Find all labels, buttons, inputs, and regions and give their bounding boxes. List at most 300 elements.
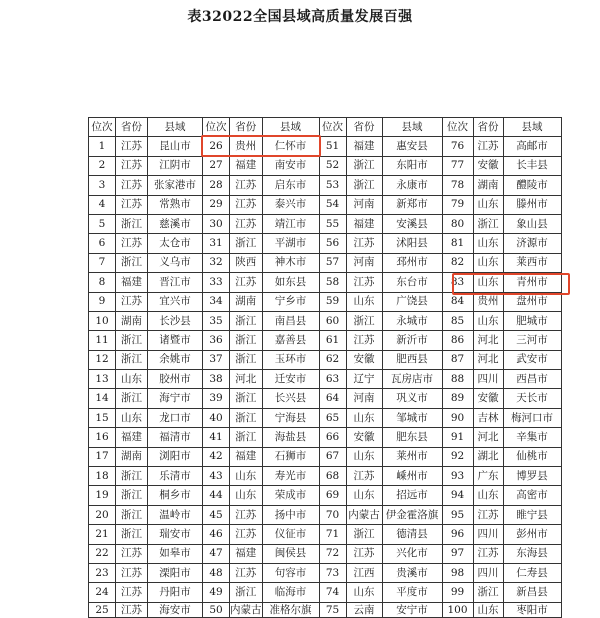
- cell-province: 福建: [346, 137, 382, 156]
- cell-province: 浙江: [116, 525, 148, 544]
- table-row: [89, 428, 562, 447]
- cell-rank: 56: [319, 234, 346, 253]
- cell-rank: 87: [442, 350, 473, 369]
- cell-county: 莱州市: [382, 447, 442, 466]
- cell-county: 安宁市: [382, 602, 442, 617]
- cell-county: 石狮市: [262, 447, 319, 466]
- cell-rank: 23: [89, 563, 116, 582]
- cell-province: 江苏: [346, 544, 382, 563]
- cell-rank: 18: [89, 467, 116, 486]
- cell-rank: 36: [203, 331, 230, 350]
- cell-county: 瓦房店市: [382, 370, 442, 389]
- cell-province: 山东: [116, 408, 148, 427]
- cell-province: 江苏: [346, 273, 382, 292]
- cell-rank: 24: [89, 583, 116, 602]
- cell-province: 山东: [346, 408, 382, 427]
- cell-rank: 27: [203, 156, 230, 175]
- cell-county: 句容市: [262, 563, 319, 582]
- cell-rank: 21: [89, 525, 116, 544]
- cell-county: 永康市: [382, 176, 442, 195]
- cell-rank: 89: [442, 389, 473, 408]
- cell-county: 仙桃市: [503, 447, 561, 466]
- cell-county: 宁乡市: [262, 292, 319, 311]
- cell-county: 神木市: [262, 253, 319, 272]
- cell-rank: 72: [319, 544, 346, 563]
- header-province: 省份: [230, 118, 263, 137]
- cell-province: 山东: [346, 447, 382, 466]
- cell-province: 江苏: [116, 583, 148, 602]
- cell-rank: 32: [203, 253, 230, 272]
- cell-county: 仁寿县: [503, 563, 561, 582]
- cell-county: 仪征市: [262, 525, 319, 544]
- cell-province: 江苏: [230, 273, 263, 292]
- cell-rank: 59: [319, 292, 346, 311]
- cell-county: 象山县: [503, 214, 561, 233]
- cell-county: 海宁市: [148, 389, 203, 408]
- cell-county: 闽侯县: [262, 544, 319, 563]
- cell-county: 肥西县: [382, 350, 442, 369]
- cell-province: 江苏: [230, 505, 263, 524]
- cell-rank: 85: [442, 311, 473, 330]
- cell-province: 浙江: [116, 389, 148, 408]
- cell-county: 沭阳县: [382, 234, 442, 253]
- cell-county: 睢宁县: [503, 505, 561, 524]
- cell-province: 贵州: [473, 292, 503, 311]
- cell-county: 昆山市: [148, 137, 203, 156]
- cell-rank: 73: [319, 563, 346, 582]
- cell-province: 辽宁: [346, 370, 382, 389]
- cell-county: 安溪县: [382, 214, 442, 233]
- cell-rank: 39: [203, 389, 230, 408]
- cell-county: 张家港市: [148, 176, 203, 195]
- cell-county: 义乌市: [148, 253, 203, 272]
- cell-county: 邹城市: [382, 408, 442, 427]
- table-row: [89, 214, 562, 233]
- cell-county: 新昌县: [503, 583, 561, 602]
- cell-province: 浙江: [230, 428, 263, 447]
- cell-county: 如东县: [262, 273, 319, 292]
- header-rank: 位次: [442, 118, 473, 137]
- cell-province: 浙江: [230, 331, 263, 350]
- cell-province: 江苏: [116, 156, 148, 175]
- cell-province: 江苏: [230, 195, 263, 214]
- cell-county: 高密市: [503, 486, 561, 505]
- cell-rank: 86: [442, 331, 473, 350]
- cell-province: 湖南: [473, 176, 503, 195]
- cell-rank: 29: [203, 195, 230, 214]
- cell-province: 浙江: [346, 156, 382, 175]
- header-province: 省份: [346, 118, 382, 137]
- cell-province: 山东: [473, 234, 503, 253]
- table-row: [89, 563, 562, 582]
- cell-province: 山东: [473, 273, 503, 292]
- cell-county: 龙口市: [148, 408, 203, 427]
- cell-rank: 88: [442, 370, 473, 389]
- table-row: [89, 467, 562, 486]
- ranking-table: [88, 117, 562, 618]
- cell-province: 江苏: [346, 331, 382, 350]
- cell-rank: 65: [319, 408, 346, 427]
- cell-county: 平湖市: [262, 234, 319, 253]
- highlight-box-panzhou: [452, 273, 570, 295]
- cell-province: 贵州: [230, 137, 263, 156]
- cell-rank: 34: [203, 292, 230, 311]
- cell-county: 伊金霍洛旗: [382, 505, 442, 524]
- cell-province: 吉林: [473, 408, 503, 427]
- cell-county: 醴陵市: [503, 176, 561, 195]
- table-title: 表32022全国县域高质量发展百强: [187, 9, 413, 25]
- table-row: [89, 311, 562, 330]
- cell-rank: 81: [442, 234, 473, 253]
- cell-county: 梅河口市: [503, 408, 561, 427]
- cell-rank: 84: [442, 292, 473, 311]
- cell-province: 江苏: [116, 602, 148, 617]
- cell-province: 河南: [346, 253, 382, 272]
- cell-province: 广东: [473, 467, 503, 486]
- cell-rank: 2: [89, 156, 116, 175]
- cell-province: 江苏: [230, 525, 263, 544]
- table-row: [89, 447, 562, 466]
- cell-rank: 46: [203, 525, 230, 544]
- table-row: [89, 350, 562, 369]
- cell-province: 浙江: [116, 350, 148, 369]
- table-header-row: [89, 118, 562, 137]
- cell-county: 慈溪市: [148, 214, 203, 233]
- cell-county: 仁怀市: [262, 137, 319, 156]
- cell-rank: 3: [89, 176, 116, 195]
- cell-province: 浙江: [230, 234, 263, 253]
- cell-county: 博罗县: [503, 467, 561, 486]
- cell-rank: 17: [89, 447, 116, 466]
- cell-rank: 28: [203, 176, 230, 195]
- header-rank: 位次: [203, 118, 230, 137]
- cell-county: 启东市: [262, 176, 319, 195]
- cell-province: 江苏: [473, 544, 503, 563]
- cell-rank: 1: [89, 137, 116, 156]
- cell-province: 湖南: [116, 447, 148, 466]
- cell-county: 新沂市: [382, 331, 442, 350]
- cell-province: 山东: [473, 253, 503, 272]
- cell-county: 宜兴市: [148, 292, 203, 311]
- cell-county: 海盐县: [262, 428, 319, 447]
- table-row: [89, 486, 562, 505]
- cell-province: 河南: [346, 195, 382, 214]
- cell-province: 湖南: [116, 311, 148, 330]
- cell-rank: 20: [89, 505, 116, 524]
- cell-county: 余姚市: [148, 350, 203, 369]
- cell-county: 迁安市: [262, 370, 319, 389]
- table-row: [89, 525, 562, 544]
- cell-county: 贵溪市: [382, 563, 442, 582]
- cell-rank: 6: [89, 234, 116, 253]
- cell-province: 山东: [473, 486, 503, 505]
- cell-rank: 78: [442, 176, 473, 195]
- cell-county: 招远市: [382, 486, 442, 505]
- cell-rank: 37: [203, 350, 230, 369]
- cell-county: 彭州市: [503, 525, 561, 544]
- table-row: [89, 176, 562, 195]
- cell-province: 安徽: [473, 389, 503, 408]
- table-row: [89, 137, 562, 156]
- cell-rank: 92: [442, 447, 473, 466]
- cell-rank: 16: [89, 428, 116, 447]
- cell-county: 南昌县: [262, 311, 319, 330]
- cell-province: 安徽: [346, 428, 382, 447]
- cell-rank: 42: [203, 447, 230, 466]
- cell-province: 湖南: [230, 292, 263, 311]
- cell-province: 江苏: [116, 234, 148, 253]
- cell-county: 肥东县: [382, 428, 442, 447]
- cell-province: 山东: [230, 486, 263, 505]
- cell-county: 寿光市: [262, 467, 319, 486]
- cell-province: 福建: [116, 428, 148, 447]
- cell-province: 山东: [346, 486, 382, 505]
- cell-province: 安徽: [473, 156, 503, 175]
- cell-rank: 10: [89, 311, 116, 330]
- cell-province: 福建: [346, 214, 382, 233]
- cell-province: 浙江: [116, 253, 148, 272]
- cell-rank: 95: [442, 505, 473, 524]
- header-county: 县域: [503, 118, 561, 137]
- cell-rank: 70: [319, 505, 346, 524]
- cell-rank: 40: [203, 408, 230, 427]
- cell-county: 青州市: [503, 273, 561, 292]
- cell-rank: 30: [203, 214, 230, 233]
- cell-county: 温岭市: [148, 505, 203, 524]
- cell-province: 浙江: [230, 389, 263, 408]
- cell-rank: 66: [319, 428, 346, 447]
- cell-county: 扬中市: [262, 505, 319, 524]
- table-row: [89, 544, 562, 563]
- cell-rank: 43: [203, 467, 230, 486]
- cell-rank: 82: [442, 253, 473, 272]
- cell-province: 浙江: [346, 525, 382, 544]
- cell-county: 永城市: [382, 311, 442, 330]
- cell-rank: 77: [442, 156, 473, 175]
- cell-county: 嵊州市: [382, 467, 442, 486]
- cell-rank: 15: [89, 408, 116, 427]
- cell-rank: 9: [89, 292, 116, 311]
- cell-county: 辛集市: [503, 428, 561, 447]
- cell-county: 高邮市: [503, 137, 561, 156]
- cell-county: 桐乡市: [148, 486, 203, 505]
- cell-rank: 54: [319, 195, 346, 214]
- cell-province: 山东: [346, 583, 382, 602]
- cell-rank: 19: [89, 486, 116, 505]
- cell-rank: 79: [442, 195, 473, 214]
- cell-rank: 49: [203, 583, 230, 602]
- cell-county: 准格尔旗: [262, 602, 319, 617]
- cell-county: 海安市: [148, 602, 203, 617]
- cell-county: 济源市: [503, 234, 561, 253]
- table-row: [89, 602, 562, 617]
- cell-province: 河南: [346, 389, 382, 408]
- cell-province: 河北: [473, 350, 503, 369]
- cell-province: 内蒙古: [230, 603, 262, 616]
- cell-county: 广饶县: [382, 292, 442, 311]
- cell-province: 江西: [346, 563, 382, 582]
- cell-rank: 68: [319, 467, 346, 486]
- cell-rank: 25: [89, 602, 116, 617]
- cell-province: 福建: [230, 544, 263, 563]
- cell-rank: 48: [203, 563, 230, 582]
- cell-county: 长兴县: [262, 389, 319, 408]
- table-row: [89, 505, 562, 524]
- cell-rank: 50: [203, 602, 230, 617]
- cell-county: 东台市: [382, 273, 442, 292]
- cell-province: 江苏: [473, 505, 503, 524]
- cell-county: 长丰县: [503, 156, 561, 175]
- cell-county: 肥城市: [503, 311, 561, 330]
- cell-province: 山东: [473, 602, 503, 617]
- cell-rank: 7: [89, 253, 116, 272]
- cell-rank: 96: [442, 525, 473, 544]
- cell-province: 河北: [473, 331, 503, 350]
- cell-county: 新郑市: [382, 195, 442, 214]
- cell-county: 邳州市: [382, 253, 442, 272]
- cell-province: 四川: [473, 525, 503, 544]
- cell-rank: 12: [89, 350, 116, 369]
- cell-province: 江苏: [116, 292, 148, 311]
- cell-rank: 100: [442, 602, 473, 617]
- cell-province: 湖北: [473, 447, 503, 466]
- cell-province: 浙江: [230, 583, 263, 602]
- cell-rank: 47: [203, 544, 230, 563]
- table-row: [89, 331, 562, 350]
- cell-rank: 80: [442, 214, 473, 233]
- cell-province: 江苏: [116, 137, 148, 156]
- cell-county: 福清市: [148, 428, 203, 447]
- header-province: 省份: [473, 118, 503, 137]
- cell-province: 安徽: [346, 350, 382, 369]
- cell-rank: 38: [203, 370, 230, 389]
- cell-province: 浙江: [230, 311, 263, 330]
- cell-rank: 14: [89, 389, 116, 408]
- table-row: [89, 234, 562, 253]
- header-rank: 位次: [319, 118, 346, 137]
- cell-rank: 74: [319, 583, 346, 602]
- header-county: 县域: [382, 118, 442, 137]
- cell-rank: 41: [203, 428, 230, 447]
- cell-rank: 71: [319, 525, 346, 544]
- cell-rank: 98: [442, 563, 473, 582]
- cell-province: 山东: [473, 311, 503, 330]
- cell-county: 巩义市: [382, 389, 442, 408]
- table-row: [89, 370, 562, 389]
- cell-province: 浙江: [230, 350, 263, 369]
- cell-county: 江阴市: [148, 156, 203, 175]
- cell-rank: 61: [319, 331, 346, 350]
- cell-rank: 8: [89, 273, 116, 292]
- cell-province: 江苏: [473, 137, 503, 156]
- cell-county: 宁海县: [262, 408, 319, 427]
- cell-county: 乐清市: [148, 467, 203, 486]
- cell-province: 内蒙古: [346, 505, 382, 524]
- cell-county: 泰兴市: [262, 195, 319, 214]
- cell-province: 浙江: [346, 311, 382, 330]
- header-county: 县域: [262, 118, 319, 137]
- cell-county: 武安市: [503, 350, 561, 369]
- header-province: 省份: [116, 118, 148, 137]
- cell-county: 滕州市: [503, 195, 561, 214]
- cell-rank: 75: [319, 602, 346, 617]
- cell-province: 山东: [473, 195, 503, 214]
- cell-county: 枣阳市: [503, 602, 561, 617]
- cell-province: 浙江: [116, 331, 148, 350]
- cell-province: 浙江: [116, 486, 148, 505]
- cell-county: 瑞安市: [148, 525, 203, 544]
- cell-county: 德清县: [382, 525, 442, 544]
- cell-province: 浙江: [116, 505, 148, 524]
- cell-rank: 5: [89, 214, 116, 233]
- cell-province: 浙江: [473, 214, 503, 233]
- cell-rank: 83: [442, 273, 473, 292]
- cell-rank: 91: [442, 428, 473, 447]
- cell-province: 江苏: [346, 467, 382, 486]
- cell-county: 溧阳市: [148, 563, 203, 582]
- table-row: [89, 156, 562, 175]
- cell-province: 江苏: [116, 563, 148, 582]
- cell-province: 浙江: [116, 214, 148, 233]
- header-county: 县域: [148, 118, 203, 137]
- cell-province: 山东: [116, 370, 148, 389]
- cell-province: 江苏: [230, 563, 263, 582]
- cell-province: 浙江: [230, 408, 263, 427]
- cell-county: 东海县: [503, 544, 561, 563]
- cell-rank: 63: [319, 370, 346, 389]
- cell-rank: 45: [203, 505, 230, 524]
- cell-rank: 11: [89, 331, 116, 350]
- cell-province: 江苏: [116, 195, 148, 214]
- cell-rank: 76: [442, 137, 473, 156]
- cell-rank: 58: [319, 273, 346, 292]
- cell-rank: 94: [442, 486, 473, 505]
- cell-province: 浙江: [473, 583, 503, 602]
- cell-county: 玉环市: [262, 350, 319, 369]
- cell-province: 河北: [230, 370, 263, 389]
- cell-rank: 53: [319, 176, 346, 195]
- table-row: [89, 253, 562, 272]
- cell-province: 山东: [346, 292, 382, 311]
- cell-rank: 97: [442, 544, 473, 563]
- cell-rank: 33: [203, 273, 230, 292]
- cell-rank: 93: [442, 467, 473, 486]
- table-row: [89, 583, 562, 602]
- cell-rank: 52: [319, 156, 346, 175]
- cell-rank: 57: [319, 253, 346, 272]
- cell-province: 福建: [230, 447, 263, 466]
- cell-county: 盘州市: [503, 292, 561, 311]
- cell-rank: 13: [89, 370, 116, 389]
- cell-province: 四川: [473, 563, 503, 582]
- cell-county: 长沙县: [148, 311, 203, 330]
- cell-rank: 60: [319, 311, 346, 330]
- cell-rank: 26: [203, 137, 230, 156]
- cell-rank: 4: [89, 195, 116, 214]
- cell-county: 南安市: [262, 156, 319, 175]
- cell-county: 胶州市: [148, 370, 203, 389]
- cell-county: 天长市: [503, 389, 561, 408]
- cell-rank: 69: [319, 486, 346, 505]
- cell-county: 晋江市: [148, 273, 203, 292]
- cell-county: 平度市: [382, 583, 442, 602]
- header-rank: 位次: [89, 118, 116, 137]
- cell-county: 东阳市: [382, 156, 442, 175]
- cell-rank: 90: [442, 408, 473, 427]
- cell-rank: 62: [319, 350, 346, 369]
- cell-rank: 55: [319, 214, 346, 233]
- cell-province: 浙江: [116, 467, 148, 486]
